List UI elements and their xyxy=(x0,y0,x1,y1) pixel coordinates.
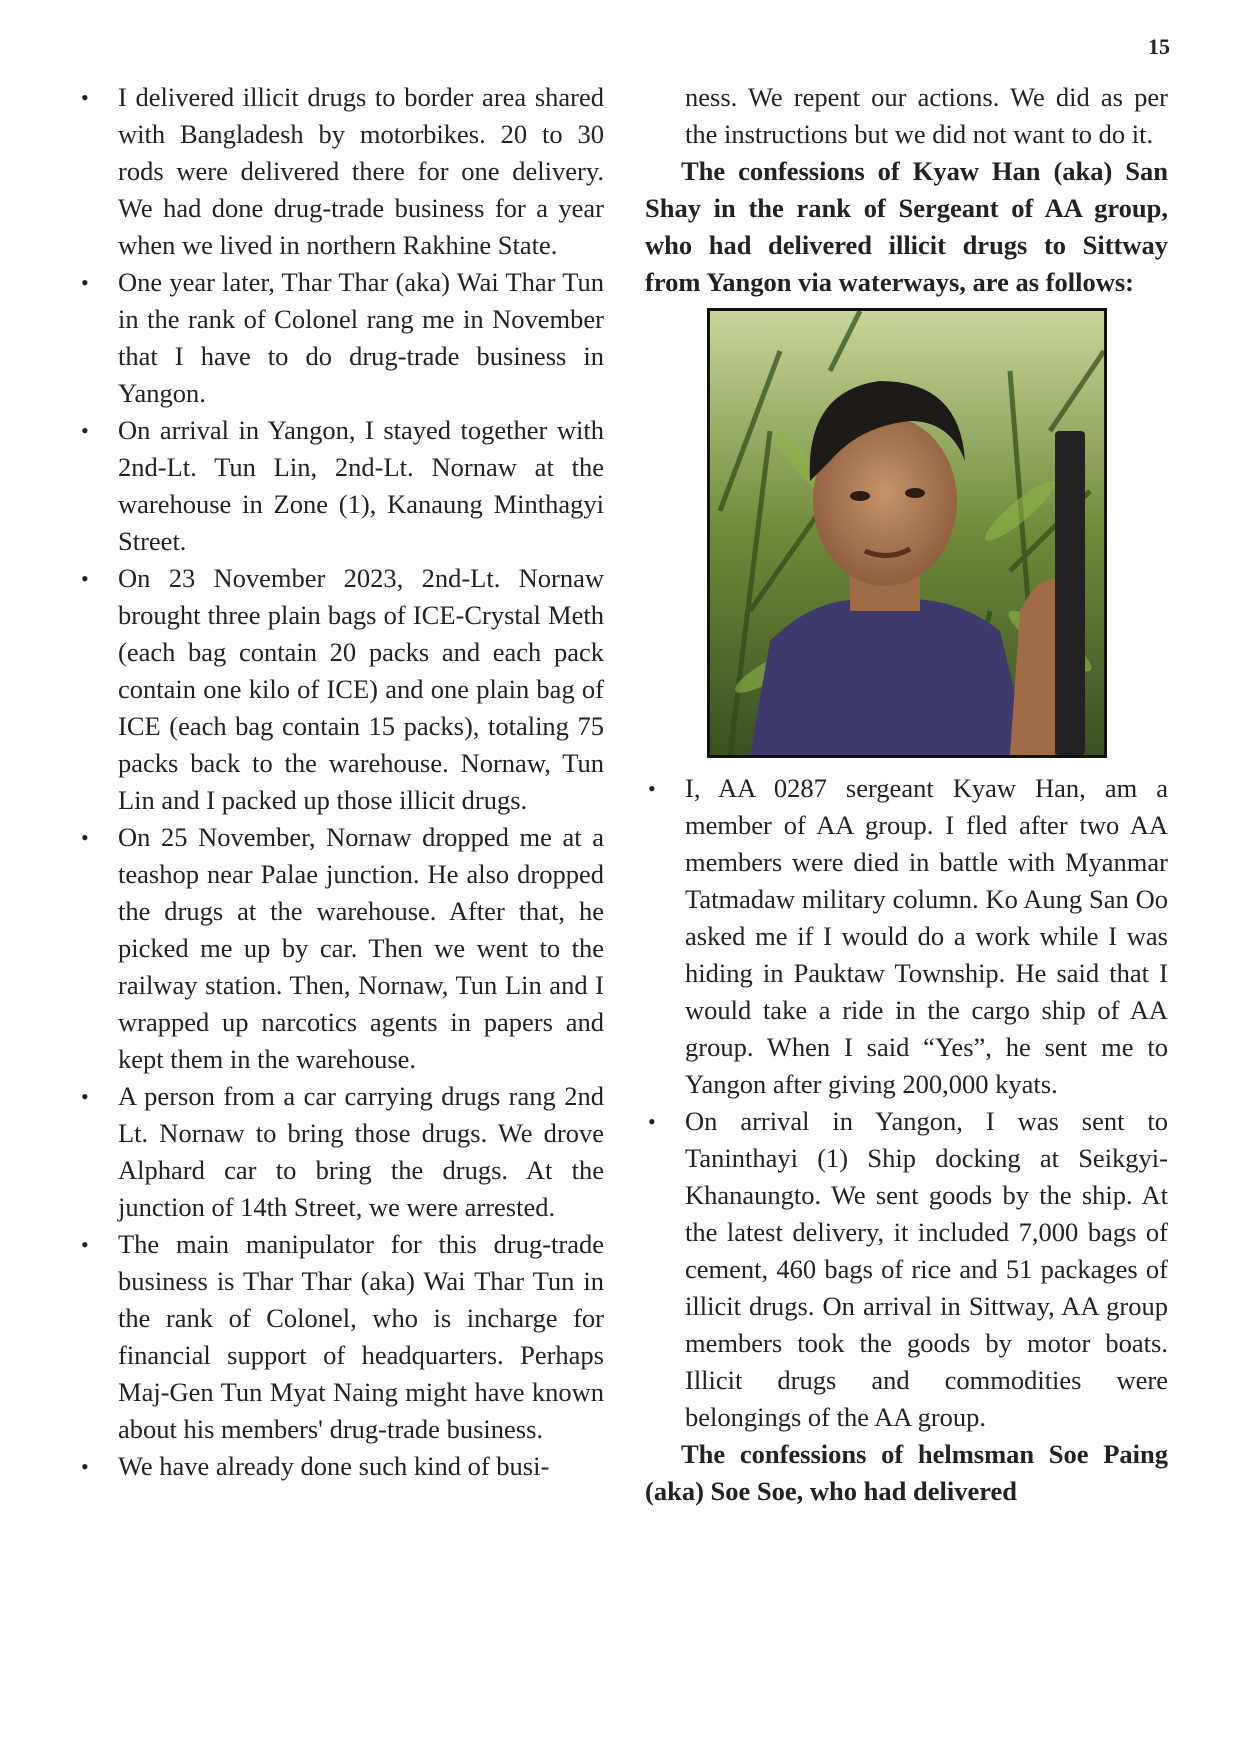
list-item: • I, AA 0287 sergeant Kyaw Han, am a member of AA group. I fled after two AA members were died in battle with Myanmar Tatmadaw military column. Ko Aung San Oo asked me if I would do a work while I was hiding in Pauktaw Township. He said that I would take a ride in the cargo ship of AA group. When I said “Yes”, he sent me to Yangon after giving 200,000 kyats. xyxy=(645,770,1168,1103)
left-column xyxy=(78,79,604,1485)
list-item: • On arrival in Yangon, I stayed together with 2nd-Lt. Tun Lin, 2nd-Lt. Nornaw at the warehouse in Zone (1), Kanaung Minthagyi Street. xyxy=(78,412,604,560)
list-item: • On 23 November 2023, 2nd-Lt. Nornaw brought three plain bags of ICE-Crystal Meth (each bag contain 20 packs and each pack contain one kilo of ICE) and one plain bag of ICE (each bag contain 15 packs), totaling 75 packs back to the warehouse. Nornaw, Tun Lin and I packed up those illicit drugs. xyxy=(78,560,604,819)
left-bullet-list xyxy=(78,79,604,1485)
photo xyxy=(707,308,1107,758)
list-item: • On 25 November, Nornaw dropped me at a teashop near Palae junction. He also dropped the drugs at the warehouse. After that, he picked me up by car. Then we went to the railway station. Then, Nornaw, Tun Lin and I wrapped up narcotics agents in papers and kept them in the warehouse. xyxy=(78,819,604,1078)
section-heading-kyaw-han: The confessions of Kyaw Han (aka) San Shay in the rank of Sergeant of AA group, who had delivered illicit drugs to Sittway from Yangon via waterways, are as follows: xyxy=(645,156,1168,297)
section-heading-soe-paing: The confessions of helmsman Soe Paing (aka) Soe Soe, who had delivered xyxy=(645,1439,1168,1506)
continued-paragraph: ness. We repent our actions. We did as per the instructions but we did not want to do it. xyxy=(685,82,1168,149)
page-number: 15 xyxy=(1148,34,1170,59)
list-item: • One year later, Thar Thar (aka) Wai Thar Tun in the rank of Colonel rang me in November that I have to do drug-trade business in Yangon. xyxy=(78,264,604,412)
list-item: • I delivered illicit drugs to border area shared with Bangladesh by motorbikes. 20 to 30 rods were delivered there for one delivery. We had done drug-trade business for a year when we lived in northern Rakhine State. xyxy=(78,79,604,264)
list-item: • We have already done such kind of busi- xyxy=(78,1448,604,1485)
list-item: • On arrival in Yangon, I was sent to Taninthayi (1) Ship docking at Seikgyi-Khanaungto. We sent goods by the ship. At the latest delivery, it included 7,000 bags of cement, 460 bags of rice and 51 packages of illicit drugs. On arrival in Sittway, AA group members took the goods by motor boats. Illicit drugs and commodities were belongings of the AA group. xyxy=(645,1103,1168,1436)
right-bullet-list xyxy=(645,770,1168,1436)
list-item: • A person from a car carrying drugs rang 2nd Lt. Nornaw to bring those drugs. We drove Alphard car to bring the drugs. At the junction of 14th Street, we were arrested. xyxy=(78,1078,604,1226)
photo-man-in-jungle-image xyxy=(710,311,1104,755)
list-item: • The main manipulator for this drug-trade business is Thar Thar (aka) Wai Thar Tun in the rank of Colonel, who is incharge for financial support of headquarters. Perhaps Maj-Gen Tun Myat Naing might have known about his members' drug-trade business. xyxy=(78,1226,604,1448)
right-column xyxy=(645,79,1168,1510)
